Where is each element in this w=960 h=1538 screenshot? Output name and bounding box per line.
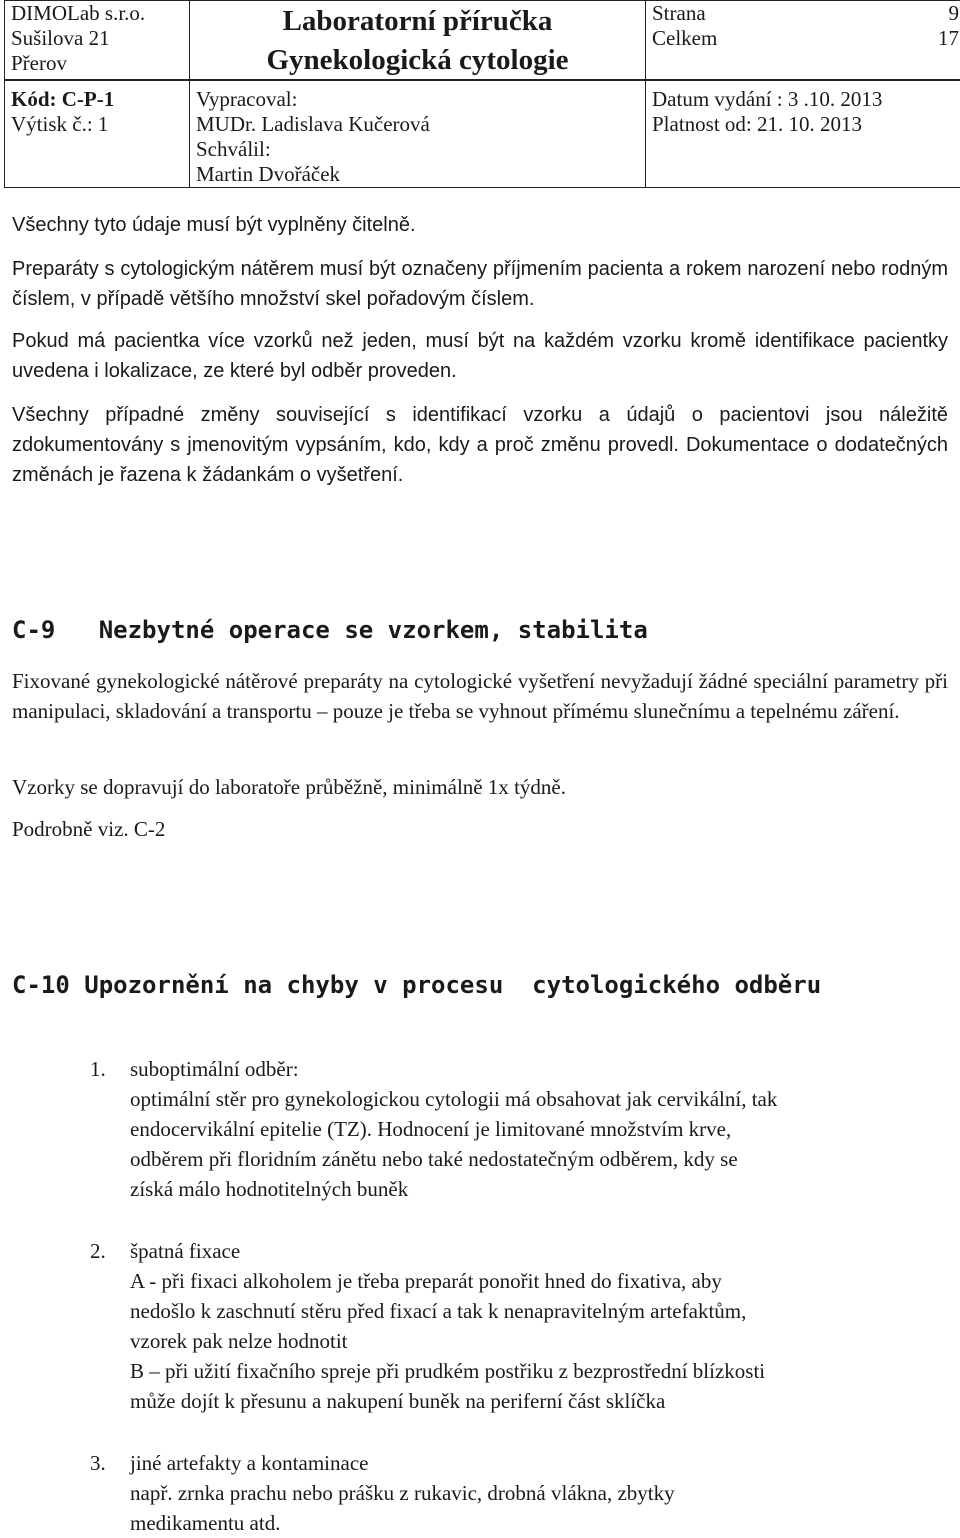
total-pages: 17 (938, 26, 959, 51)
dates-cell (646, 80, 960, 188)
total-label: Celkem (652, 26, 717, 51)
code-cell (5, 80, 190, 188)
list-item (90, 1054, 950, 1204)
title-cell (190, 1, 646, 80)
list-item-body (130, 1054, 950, 1204)
intro-paragraph-3: Pokud má pacientka více vzorků než jeden, musí být na každém vzorku kromě identifikace pacientky uvedena i lokalizace, ze které byl odběr proveden. (12, 326, 948, 386)
document-subtitle: Gynekologická cytologie (196, 40, 639, 79)
list-item (90, 1236, 950, 1416)
prepared-by: MUDr. Ladislava Kučerová (196, 112, 639, 137)
org-name: DIMOLab s.r.o. (11, 1, 183, 26)
page-cell (646, 1, 960, 80)
copy-number: Výtisk č.: 1 (11, 112, 183, 137)
item-line: jiné artefakty a kontaminace (130, 1448, 950, 1478)
item-line: vzorek pak nelze hodnotit (130, 1326, 950, 1356)
item-line: B – při užití fixačního spreje při prudkém postřiku z bezprostřední blízkosti (130, 1356, 950, 1386)
item-line: získá málo hodnotitelných buněk (130, 1174, 950, 1204)
intro-paragraph-2: Preparáty s cytologickým nátěrem musí být označeny příjmením pacienta a rokem narození nebo rodným číslem, v případě většího množství skel pořadovým číslem. (12, 254, 948, 314)
list-item-body (130, 1448, 950, 1538)
approved-label: Schválil: (196, 137, 639, 162)
list-item-body (130, 1236, 950, 1416)
org-street: Sušilova 21 (11, 26, 183, 51)
page-label: Strana (652, 1, 706, 26)
document-title: Laboratorní příručka (196, 1, 639, 40)
authors-cell (190, 80, 646, 188)
document-header (4, 0, 960, 188)
c9-paragraph-3: Podrobně viz. C-2 (12, 814, 948, 844)
c9-paragraph-2: Vzorky se dopravují do laboratoře průběžně, minimálně 1x týdně. (12, 772, 948, 802)
issue-date: Datum vydání : 3 .10. 2013 (652, 81, 959, 112)
section-c9-heading: C-9 Nezbytné operace se vzorkem, stabilita (12, 615, 648, 645)
list-item (90, 1448, 950, 1538)
list-item-number: 1. (90, 1054, 106, 1084)
item-line: A - při fixaci alkoholem je třeba preparát ponořit hned do fixativa, aby (130, 1266, 950, 1296)
document-code: Kód: C-P-1 (11, 81, 183, 112)
c9-paragraph-1: Fixované gynekologické nátěrové preparáty na cytologické vyšetření nevyžadují žádné speciální parametry při manipulaci, skladování a transportu – pouze je třeba se vyhnout přímému slunečnímu a tepelnému záření. (12, 666, 948, 726)
item-line: např. zrnka prachu nebo prášku z rukavic, drobná vlákna, zbytky (130, 1478, 950, 1508)
intro-paragraph-4: Všechny případné změny související s identifikací vzorku a údajů o pacientovi jsou náležitě zdokumentovány s jmenovitým vypsáním, kdo, kdy a proč změnu provedl. Dokumentace o dodatečných změnách je řazena k žádankám o vyšetření. (12, 400, 948, 490)
item-line: medikamentu atd. (130, 1508, 950, 1538)
org-cell (5, 1, 190, 80)
item-line: suboptimální odběr: (130, 1054, 950, 1084)
prepared-label: Vypracoval: (196, 81, 639, 112)
list-item-number: 2. (90, 1236, 106, 1266)
item-line: optimální stěr pro gynekologickou cytologii má obsahovat jak cervikální, tak (130, 1084, 950, 1114)
item-line: může dojít k přesunu a nakupení buněk na periferní část sklíčka (130, 1386, 950, 1416)
item-line: špatná fixace (130, 1236, 950, 1266)
item-line: odběrem při floridním zánětu nebo také nedostatečným odběrem, kdy se (130, 1144, 950, 1174)
item-line: nedošlo k zaschnutí stěru před fixací a tak k nenapravitelným artefaktům, (130, 1296, 950, 1326)
valid-from: Platnost od: 21. 10. 2013 (652, 112, 959, 137)
intro-paragraph-1: Všechny tyto údaje musí být vyplněny čitelně. (12, 210, 948, 240)
list-item-number: 3. (90, 1448, 106, 1478)
total-row (652, 26, 959, 51)
org-city: Přerov (11, 51, 183, 76)
item-line: endocervikální epitelie (TZ). Hodnocení je limitované množstvím krve, (130, 1114, 950, 1144)
section-c10-heading: C-10 Upozornění na chyby v procesu cytologického odběru (12, 970, 821, 1000)
approved-by: Martin Dvořáček (196, 162, 639, 187)
page-row (652, 1, 959, 26)
page-number: 9 (949, 1, 960, 26)
